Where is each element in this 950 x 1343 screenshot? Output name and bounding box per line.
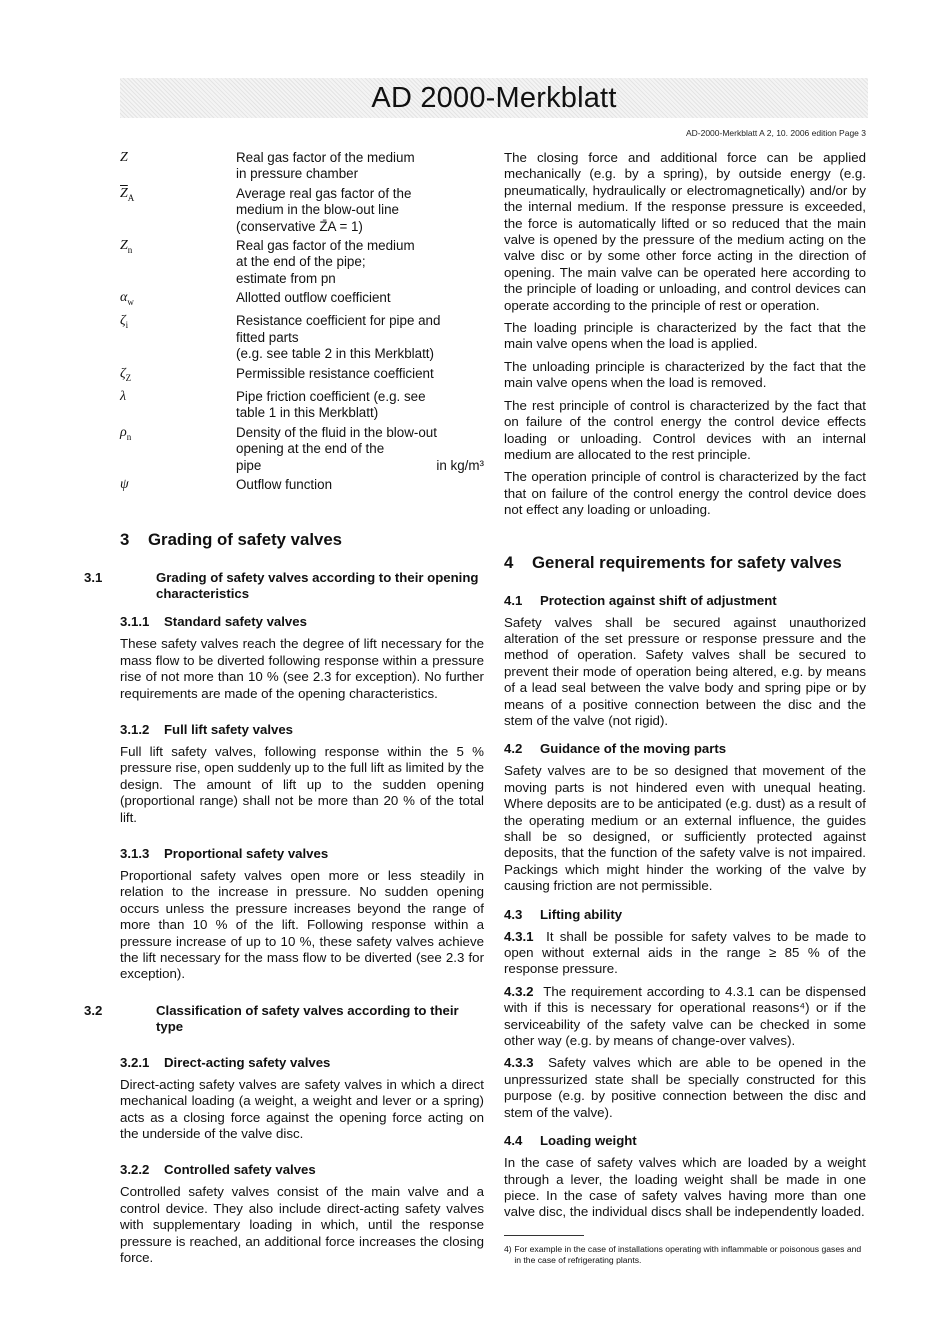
section-3-1-3-heading: 3.1.3 Proportional safety valves: [120, 845, 329, 861]
section-3-1-3-text: Proportional safety valves open more or less steadily in relation to the increase in pressure. No sudden opening occurs unless the pressure increases beyond the range of more than 10 % of the lift. Following response within a pressure increase of up to 10 %, these safety valves achieve the lift necessary for the mass flow to be diverted (see 2.3 for exception).: [120, 867, 484, 982]
symbol: $\overline{Z}_A$: [120, 185, 135, 203]
paragraph-loading-principle: The loading principle is characterized by the fact that the main valve opens when the load is applied.: [504, 320, 866, 352]
symbol-description: Permissible resistance coefficient: [236, 365, 434, 381]
footnote-text: For example in the case of installations operating with inflammable or poisonous gases and in the case of refrigerating plants.: [514, 1243, 862, 1265]
symbol-description: Outflow function: [236, 476, 333, 492]
symbol-description: Average real gas factor of the medium in the blow-out line (conservative Z̄A = 1): [236, 185, 412, 234]
unit-label: in kg/m³: [436, 457, 484, 473]
symbol: $\rho_n$: [120, 424, 132, 442]
section-4-3-2-text: 4.3.2 The requirement according to 4.3.1 can be dispensed with if this is necessary for operational reasons⁴) or if the serviceability of the safety valve can be checked in some other way (e.g. by means of change-over valves).: [504, 983, 866, 1049]
footnote-4: [504, 1244, 866, 1266]
footnote-mark: 4): [504, 1243, 512, 1254]
symbol-description: Density of the fluid in the blow-out opening at the end of the in kg/m³ pipe: [236, 424, 484, 473]
symbol: $Z_n$: [120, 238, 133, 255]
section-4-1-heading: 4.1 Protection against shift of adjustment: [504, 592, 777, 608]
section-3-1-heading: 3.1 Grading of safety valves according to their opening characteristics: [84, 570, 479, 602]
section-4-4-text: In the case of safety valves which are loaded by a weight through a lever, the loading weight shall be made in one piece. In the case of safety valves having more than one valve disc, the individual discs shall be independently loaded.: [504, 1155, 866, 1220]
symbol-description: Pipe friction coefficient (e.g. see table 1 in this Merkblatt): [236, 388, 426, 421]
paragraph-operation-principle: The operation principle of control is characterized by the fact that on failure of the control energy the control device does not effect any loading or unloading.: [504, 469, 866, 518]
section-4-1-text: Safety valves shall be secured against unauthorized alteration of the set pressure or response pressure and the method of operation. Safety valves shall be secured to prevent their mode of operation being altered, e.g. by means of a lead seal between the valve body and spring pipe or by means of a positive connection between the disc and the stem of the valve (not rigid).: [504, 614, 866, 728]
section-4-2-text: Safety valves are to be so designed that movement of the moving parts is not hindered even with unequal heating. Where deposits are to be anticipated (e.g. dust) as a result of the operating medium or an external influence, the guides shall be so designed, or sufficiently protected against deposits, that the function of the safety valve is not impaired. Packings which might hinder the working of the valve by causing friction are not permissible.: [504, 763, 866, 894]
section-3-1-1-heading: 3.1.1 Standard safety valves: [120, 614, 307, 630]
section-3-2-2-text: Controlled safety valves consist of the main valve and a control device. They also include direct-acting safety valves with supplementary loading in which, until the response pressure is reached, an additional force increases the closing force.: [120, 1184, 484, 1266]
footnote-divider: [504, 1235, 584, 1236]
symbol-description: Resistance coefficient for pipe and fitted parts (e.g. see table 2 in this Merkblatt): [236, 313, 441, 362]
symbol: ψ: [120, 476, 129, 492]
left-column: [84, 150, 484, 1266]
symbol-description: Allotted outflow coefficient: [236, 290, 391, 306]
section-4-3-heading: 4.3 Lifting ability: [504, 906, 623, 922]
paragraph-rest-principle: The rest principle of control is characterized by the fact that on failure of the control energy the control device effects loading or unloading. Control devices with an internal medium are allocated to the rest principle.: [504, 397, 866, 462]
symbol-row: [120, 238, 484, 287]
symbol-row: [120, 150, 484, 183]
section-4-2-heading: 4.2 Guidance of the moving parts: [504, 741, 727, 757]
symbol-row: [120, 389, 484, 422]
document-title: AD 2000-Merkblatt: [371, 81, 617, 114]
symbol-list: [120, 150, 484, 493]
symbol-row: [120, 477, 484, 493]
section-4-3-1-text: 4.3.1 It shall be possible for safety valves to be made to open without external aids in the range ≥ 85 % of the response pressure.: [504, 928, 867, 977]
symbol-row: [120, 425, 484, 474]
symbol: Z: [120, 150, 128, 165]
symbol-row: [120, 366, 484, 386]
section-3-1-2-heading: 3.1.2 Full lift safety valves: [120, 721, 293, 737]
section-4-heading: 4 General requirements for safety valves: [504, 552, 842, 572]
paragraph-unloading-principle: The unloading principle is characterized by the fact that the main valve opens when the load is removed.: [504, 358, 866, 391]
section-3-2-2-heading: 3.2.2 Controlled safety valves: [120, 1162, 316, 1178]
section-3-heading: 3 Grading of safety valves: [120, 530, 342, 550]
header-banner: [120, 78, 868, 118]
symbol-description: Real gas factor of the medium at the end of the pipe; estimate from pn: [236, 238, 415, 286]
section-4-4-heading: 4.4 Loading weight: [504, 1133, 637, 1149]
symbol: $\alpha_w$: [120, 290, 134, 308]
symbol-row: [120, 313, 484, 362]
symbol-row: [120, 186, 484, 235]
page-info: AD-2000-Merkblatt A 2, 10. 2006 edition Page 3: [685, 128, 866, 138]
section-3-2-heading: 3.2 Classification of safety valves according to their type: [84, 1002, 459, 1034]
section-3-2-1-heading: 3.2.1 Direct-acting safety valves: [120, 1054, 331, 1070]
section-3-1-1-text: These safety valves reach the degree of lift necessary for the mass flow to be diverted following response within a pressure rise of not more than 10 % (see 2.3 for exception). No further requirements are made of the opening characteristics.: [120, 636, 484, 701]
symbol-row: [120, 290, 484, 310]
section-3-2-1-text: Direct-acting safety valves are safety valves in which a direct mechanical loading (a weight, a weight and lever or a spring) acts as a closing force against the opening force acting on the underside of the valve disc.: [120, 1076, 484, 1142]
section-4-3-3-text: 4.3.3 Safety valves which are able to be opened in the unpressurized state shall be specially constructed for this purpose (e.g. by positive connection between the disc and stem of the valve).: [504, 1055, 867, 1120]
section-3-1-2-text: Full lift safety valves, following response within the 5 % pressure rise, open suddenly up to the full lift as limited by the design. The amount of lift up to the sudden opening (proportional range) shall not be more than 20 % of the total lift.: [120, 743, 484, 825]
right-column: [504, 150, 866, 1266]
symbol-description: Real gas factor of the medium in pressure chamber: [236, 150, 415, 182]
symbol: λ: [120, 388, 127, 404]
paragraph-closing-force: The closing force and additional force can be applied mechanically (e.g. by a spring), by outside energy (e.g. pneumatically, hydraulically or electromagnetically) and/or by the internal medium. If the response pressure is exceeded, the force is automatically lifted or so reduced that the main valve is opened by the pressure of the medium acting on the valve disc or by some other force acting in the direction of opening. The main valve can be operated here according to the principle of loading or unloading, and control devices can operate according to the principle of rest or operation.: [504, 150, 866, 313]
symbol: $\zeta_i$: [120, 313, 129, 331]
symbol: $\zeta_Z$: [120, 365, 132, 383]
